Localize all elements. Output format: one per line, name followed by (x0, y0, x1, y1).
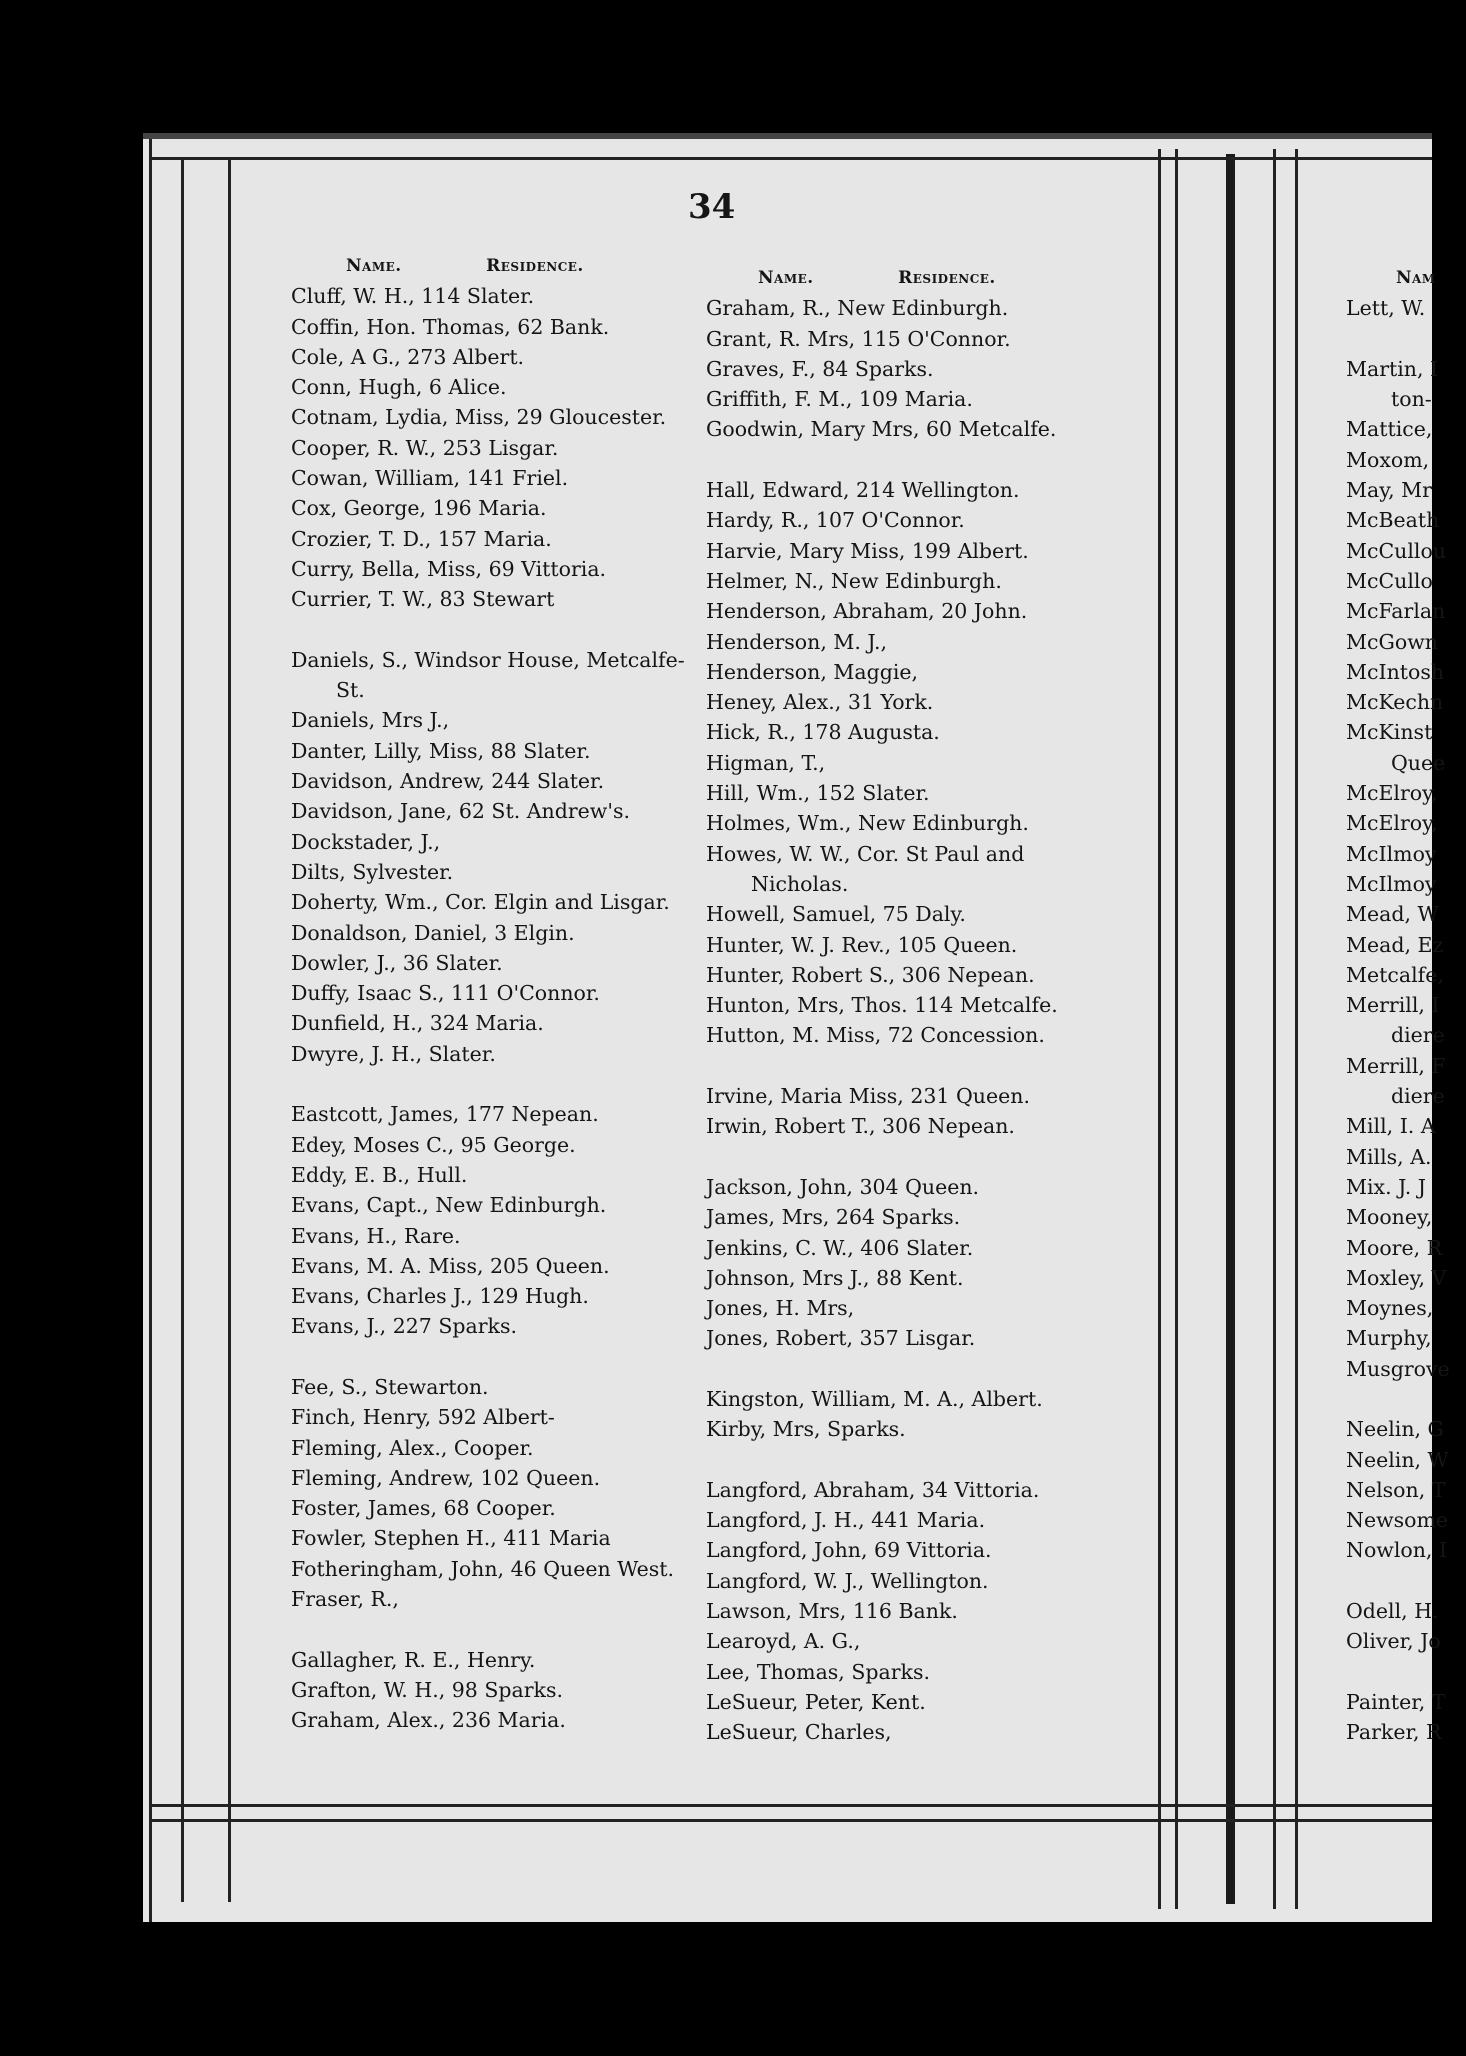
directory-entry: Evans, M. A. Miss, 205 Queen. (291, 1253, 610, 1278)
header-name: Name. (346, 256, 402, 276)
directory-entry: Merrill, I (1346, 993, 1440, 1018)
directory-entry: Gallagher, R. E., Henry. (291, 1647, 536, 1672)
directory-entry: McIlmoy (1346, 841, 1437, 866)
directory-entry: Crozier, T. D., 157 Maria. (291, 526, 552, 551)
directory-entry: Foster, James, 68 Cooper. (291, 1496, 556, 1521)
directory-entry: Kingston, William, M. A., Albert. (706, 1386, 1043, 1411)
directory-entry: Lee, Thomas, Sparks. (706, 1659, 930, 1684)
directory-column-3 (1346, 263, 1466, 1748)
directory-entry: McKinst (1346, 720, 1433, 745)
directory-entry: Mead, Ez (1346, 932, 1444, 957)
directory-entry: McKechn (1346, 690, 1444, 715)
directory-entry: Nelson, T (1346, 1477, 1446, 1502)
directory-entry: Neelin, G (1346, 1417, 1444, 1442)
directory-entry: Finch, Henry, 592 Albert- (291, 1405, 555, 1430)
directory-entry: Hutton, M. Miss, 72 Concession. (706, 1023, 1045, 1048)
frame-rule-right-page-inner (1295, 149, 1298, 1909)
directory-entry: diere (1391, 1084, 1445, 1109)
directory-entry: Mattice, (1346, 417, 1433, 442)
directory-entry: Irvine, Maria Miss, 231 Queen. (706, 1084, 1030, 1109)
entry-gap (1346, 1566, 1466, 1596)
directory-entry: Mead, W (1346, 902, 1439, 927)
directory-entry: LeSueur, Charles, (706, 1720, 892, 1745)
directory-entry: Hall, Edward, 214 Wellington. (706, 478, 1020, 503)
directory-entry: Graves, F., 84 Sparks. (706, 356, 934, 381)
directory-entry: Johnson, Mrs J., 88 Kent. (706, 1265, 964, 1290)
entry-gap (706, 445, 1186, 475)
directory-entry: Musgrove (1346, 1356, 1450, 1381)
directory-entry: Nicholas. (751, 871, 849, 896)
directory-entry: Cluff, W. H., 114 Slater. (291, 284, 535, 309)
directory-entry: Hick, R., 178 Augusta. (706, 720, 940, 745)
entry-gap (706, 1354, 1186, 1384)
directory-entry: Moxom, (1346, 447, 1430, 472)
directory-entry: Cox, George, 196 Maria. (291, 496, 547, 521)
frame-rule-bottom-inner (149, 1819, 1432, 1822)
directory-entry: Irwin, Robert T., 306 Nepean. (706, 1114, 1015, 1139)
directory-entry: Oliver, Jo (1346, 1629, 1441, 1654)
directory-entry: ton- (1391, 387, 1432, 412)
directory-entry: Lett, W. (1346, 296, 1426, 321)
directory-entry: Graham, Alex., 236 Maria. (291, 1708, 566, 1733)
directory-entry: Cooper, R. W., 253 Lisgar. (291, 435, 559, 460)
header-name: Nam (1396, 268, 1436, 288)
directory-entry: Dunfield, H., 324 Maria. (291, 1011, 544, 1036)
directory-entry: Evans, Capt., New Edinburgh. (291, 1193, 607, 1218)
directory-entry: Langford, John, 69 Vittoria. (706, 1538, 992, 1563)
header-name: Name. (758, 268, 814, 288)
directory-entry: Nowlon, I (1346, 1538, 1448, 1563)
directory-entry: Higman, T., (706, 750, 826, 775)
directory-entry: Helmer, N., New Edinburgh. (706, 568, 1002, 593)
directory-entry: Henderson, M. J., (706, 629, 888, 654)
directory-entry: Dockstader, J., (291, 829, 441, 854)
directory-entry: Danter, Lilly, Miss, 88 Slater. (291, 738, 591, 763)
directory-entry: Metcalfe, (1346, 962, 1444, 987)
directory-entry: Coffin, Hon. Thomas, 62 Bank. (291, 314, 610, 339)
directory-entry: Hunter, W. J. Rev., 105 Queen. (706, 932, 1018, 957)
directory-entry: Mills, A. (1346, 1144, 1432, 1169)
directory-entry: McIlmoy (1346, 871, 1437, 896)
frame-rule-left-inner (228, 157, 231, 1902)
directory-entry: Painter, T (1346, 1689, 1446, 1714)
directory-entry: Henderson, Abraham, 20 John. (706, 599, 1028, 624)
directory-entry: McBeath (1346, 508, 1440, 533)
directory-entry: Heney, Alex., 31 York. (706, 690, 934, 715)
directory-entry: Dilts, Sylvester. (291, 859, 454, 884)
directory-entry: McElroy, (1346, 781, 1438, 806)
directory-entry: Fraser, R., (291, 1587, 399, 1612)
directory-entry: Moynes, (1346, 1296, 1434, 1321)
entry-gap (1346, 324, 1466, 354)
directory-entry: Fowler, Stephen H., 411 Maria (291, 1526, 611, 1551)
frame-rule-right-page (1273, 149, 1276, 1909)
entry-gap (1346, 1657, 1466, 1687)
directory-entry: Graham, R., New Edinburgh. (706, 296, 1009, 321)
directory-entry: May, Mr (1346, 478, 1432, 503)
directory-entry: Harvie, Mary Miss, 199 Albert. (706, 538, 1029, 563)
directory-entry: St. (336, 678, 365, 703)
directory-entry: Fleming, Andrew, 102 Queen. (291, 1465, 601, 1490)
directory-entry: Eastcott, James, 177 Nepean. (291, 1102, 599, 1127)
entry-gap (706, 1051, 1186, 1081)
frame-rule-left (181, 157, 184, 1902)
directory-entry: McCullou (1346, 538, 1447, 563)
directory-entry: Howes, W. W., Cor. St Paul and (706, 841, 1025, 866)
entry-gap (1346, 1384, 1466, 1414)
column-header (1346, 263, 1466, 293)
directory-entry: Goodwin, Mary Mrs, 60 Metcalfe. (706, 417, 1057, 442)
directory-entry: Langford, J. H., 441 Maria. (706, 1508, 986, 1533)
directory-entry: Eddy, E. B., Hull. (291, 1162, 468, 1187)
directory-entry: Dowler, J., 36 Slater. (291, 950, 503, 975)
directory-entry: Edey, Moses C., 95 George. (291, 1132, 576, 1157)
directory-entry: Mooney, (1346, 1205, 1433, 1230)
directory-entry: McCullo (1346, 568, 1433, 593)
directory-entry: Davidson, Andrew, 244 Slater. (291, 769, 605, 794)
directory-entry: Jones, H. Mrs, (706, 1296, 855, 1321)
frame-rule-left-outer (149, 139, 152, 1922)
binding-edge (1226, 154, 1235, 1904)
directory-entry: Jackson, John, 304 Queen. (706, 1174, 980, 1199)
directory-entry: diere (1391, 1023, 1445, 1048)
directory-entry: Jenkins, C. W., 406 Slater. (706, 1235, 974, 1260)
directory-entry: Learoyd, A. G., (706, 1629, 861, 1654)
directory-entry: Cole, A G., 273 Albert. (291, 344, 525, 369)
directory-entry: Mill, I. A (1346, 1114, 1436, 1139)
directory-entry: Kirby, Mrs, Sparks. (706, 1417, 906, 1442)
directory-entry: Murphy, (1346, 1326, 1432, 1351)
directory-entry: Currier, T. W., 83 Stewart (291, 587, 555, 612)
directory-entry: Hunton, Mrs, Thos. 114 Metcalfe. (706, 993, 1058, 1018)
directory-entry: Odell, H. (1346, 1599, 1439, 1624)
page-number: 34 (688, 187, 736, 227)
directory-entry: Mix. J. J (1346, 1174, 1427, 1199)
directory-entry: Daniels, S., Windsor House, Metcalfe- (291, 647, 685, 672)
directory-column-2 (706, 263, 1186, 1748)
directory-entry: Hardy, R., 107 O'Connor. (706, 508, 965, 533)
directory-entry: Newsome (1346, 1508, 1449, 1533)
directory-entry: Parker, R (1346, 1720, 1442, 1745)
directory-entry: Hill, Wm., 152 Slater. (706, 781, 930, 806)
directory-entry: Langford, Abraham, 34 Vittoria. (706, 1477, 1040, 1502)
directory-entry: Fotheringham, John, 46 Queen West. (291, 1556, 674, 1581)
directory-entry: Evans, Charles J., 129 Hugh. (291, 1284, 589, 1309)
directory-entry: Cotnam, Lydia, Miss, 29 Gloucester. (291, 405, 667, 430)
header-residence: Residence. (898, 268, 996, 288)
directory-entry: Griffith, F. M., 109 Maria. (706, 387, 973, 412)
directory-entry: Fee, S., Stewarton. (291, 1374, 489, 1399)
directory-entry: Fleming, Alex., Cooper. (291, 1435, 534, 1460)
directory-entry: James, Mrs, 264 Sparks. (706, 1205, 961, 1230)
directory-entry: Cowan, William, 141 Friel. (291, 466, 569, 491)
directory-entry: Doherty, Wm., Cor. Elgin and Lisgar. (291, 890, 670, 915)
directory-entry: Dwyre, J. H., Slater. (291, 1041, 496, 1066)
directory-entry: LeSueur, Peter, Kent. (706, 1689, 926, 1714)
directory-entry: Neelin, W (1346, 1447, 1449, 1472)
directory-entry: Donaldson, Daniel, 3 Elgin. (291, 920, 575, 945)
entry-gap (706, 1445, 1186, 1475)
directory-entry: Evans, H., Rare. (291, 1223, 461, 1248)
directory-entry: Grafton, W. H., 98 Sparks. (291, 1677, 563, 1702)
directory-entry: Martin, I (1346, 356, 1439, 381)
directory-entry: Daniels, Mrs J., (291, 708, 450, 733)
directory-entry: Davidson, Jane, 62 St. Andrew's. (291, 799, 631, 824)
directory-entry: Duffy, Isaac S., 111 O'Connor. (291, 981, 600, 1006)
directory-entry: Holmes, Wm., New Edinburgh. (706, 811, 1029, 836)
directory-entry: Henderson, Maggie, (706, 659, 919, 684)
directory-entry: McIntosh (1346, 659, 1445, 684)
directory-entry: McGown (1346, 629, 1438, 654)
frame-rule-bottom (149, 1804, 1432, 1807)
directory-page (143, 133, 1450, 1922)
header-residence: Residence. (486, 256, 584, 276)
directory-entry: Hunter, Robert S., 306 Nepean. (706, 962, 1035, 987)
directory-entry: Grant, R. Mrs, 115 O'Connor. (706, 326, 1011, 351)
directory-entry: Merrill, F (1346, 1053, 1446, 1078)
directory-entry: Curry, Bella, Miss, 69 Vittoria. (291, 556, 607, 581)
directory-entry: Quee (1391, 750, 1446, 775)
directory-entry: McElroy, (1346, 811, 1438, 836)
directory-entry: Conn, Hugh, 6 Alice. (291, 375, 507, 400)
directory-entry: Langford, W. J., Wellington. (706, 1568, 989, 1593)
directory-entry: Jones, Robert, 357 Lisgar. (706, 1326, 976, 1351)
directory-entry: Moxley, V (1346, 1265, 1447, 1290)
directory-entry: Lawson, Mrs, 116 Bank. (706, 1599, 958, 1624)
directory-entry: Evans, J., 227 Sparks. (291, 1314, 517, 1339)
column-header (706, 263, 1186, 293)
directory-entry: McFarlan (1346, 599, 1446, 624)
frame-rule-top (149, 157, 1432, 160)
directory-entry: Moore, R (1346, 1235, 1443, 1260)
entry-gap (706, 1142, 1186, 1172)
directory-entry: Howell, Samuel, 75 Daly. (706, 902, 966, 927)
